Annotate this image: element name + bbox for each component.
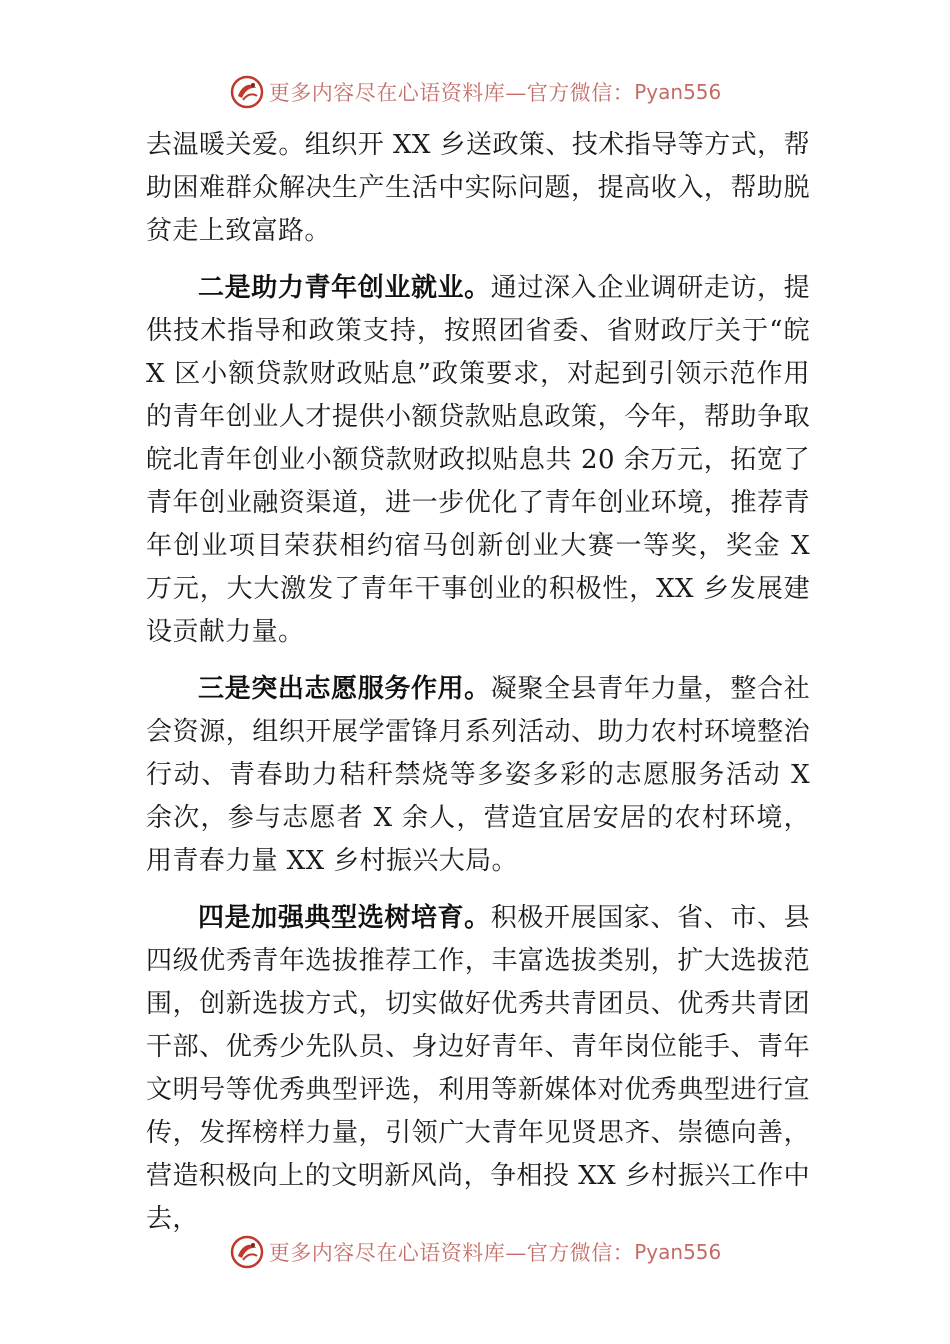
watermark-brand: Pyan556 — [634, 1240, 722, 1264]
paragraph-body: 积极开展国家、省、市、县四级优秀青年选拔推荐工作，丰富选拔类别，扩大选拔范围，创新选拔方式，切实做好优秀共青团员、优秀共青团干部、优秀少先队员、身边好青年、青年岗位能手、青年文明号等优秀典型评选，利用等新媒体对优秀典型进行宣传，发挥榜样力量，引领广大青年见贤思齐、崇德向善，营造积极向上的文明新风尚，争相投 XX 乡村振兴工作中去， — [146, 903, 810, 1234]
paragraph-volunteer-service — [146, 668, 810, 883]
watermark-brand: Pyan556 — [634, 80, 722, 104]
paragraph-role-models — [146, 897, 810, 1241]
watermark-text: 更多内容尽在心语资料库—官方微信： — [268, 81, 635, 105]
paragraph-body: 通过深入企业调研走访，提供技术指导和政策支持，按照团省委、省财政厅关于“皖 X 区小额贷款财政贴息”政策要求，对起到引领示范作用的青年创业人才提供小额贷款贴息政策，今年，帮助争取皖北青年创业小额贷款财政拟贴息共 20 余万元，拓宽了青年创业融资渠道，进一步优化了青年创业环境，推荐青年创业项目荣获相约宿马创新创业大赛一等奖，奖金 X 万元，大大激发了青年干事创业的积极性，XX 乡发展建设贡献力量。 — [146, 273, 810, 647]
logo-icon — [229, 74, 265, 110]
paragraph-heading: 三是突出志愿服务作用。 — [198, 674, 491, 704]
logo-icon — [229, 1234, 265, 1270]
watermark-text: 更多内容尽在心语资料库—官方微信： — [268, 1241, 635, 1265]
paragraph-heading: 四是加强典型选树培育。 — [198, 903, 491, 933]
paragraph-heading: 二是助力青年创业就业。 — [198, 273, 491, 303]
paragraph-body: 凝聚全县青年力量，整合社会资源，组织开展学雷锋月系列活动、助力农村环境整治行动、青春助力秸秆禁烧等多姿多彩的志愿服务活动 X 余次，参与志愿者 X 余人，营造宜居安居的农村环境，用青春力量 XX 乡村振兴大局。 — [146, 674, 810, 876]
document-body — [146, 124, 810, 1255]
paragraph-body: 去温暖关爱。组织开 XX 乡送政策、技术指导等方式，帮助困难群众解决生产生活中实际问题，提高收入，帮助脱贫走上致富路。 — [146, 130, 810, 246]
paragraph-youth-entrepreneurship — [146, 267, 810, 654]
header-watermark — [0, 72, 950, 112]
paragraph-continuation — [146, 124, 810, 253]
footer-watermark — [0, 1232, 950, 1272]
